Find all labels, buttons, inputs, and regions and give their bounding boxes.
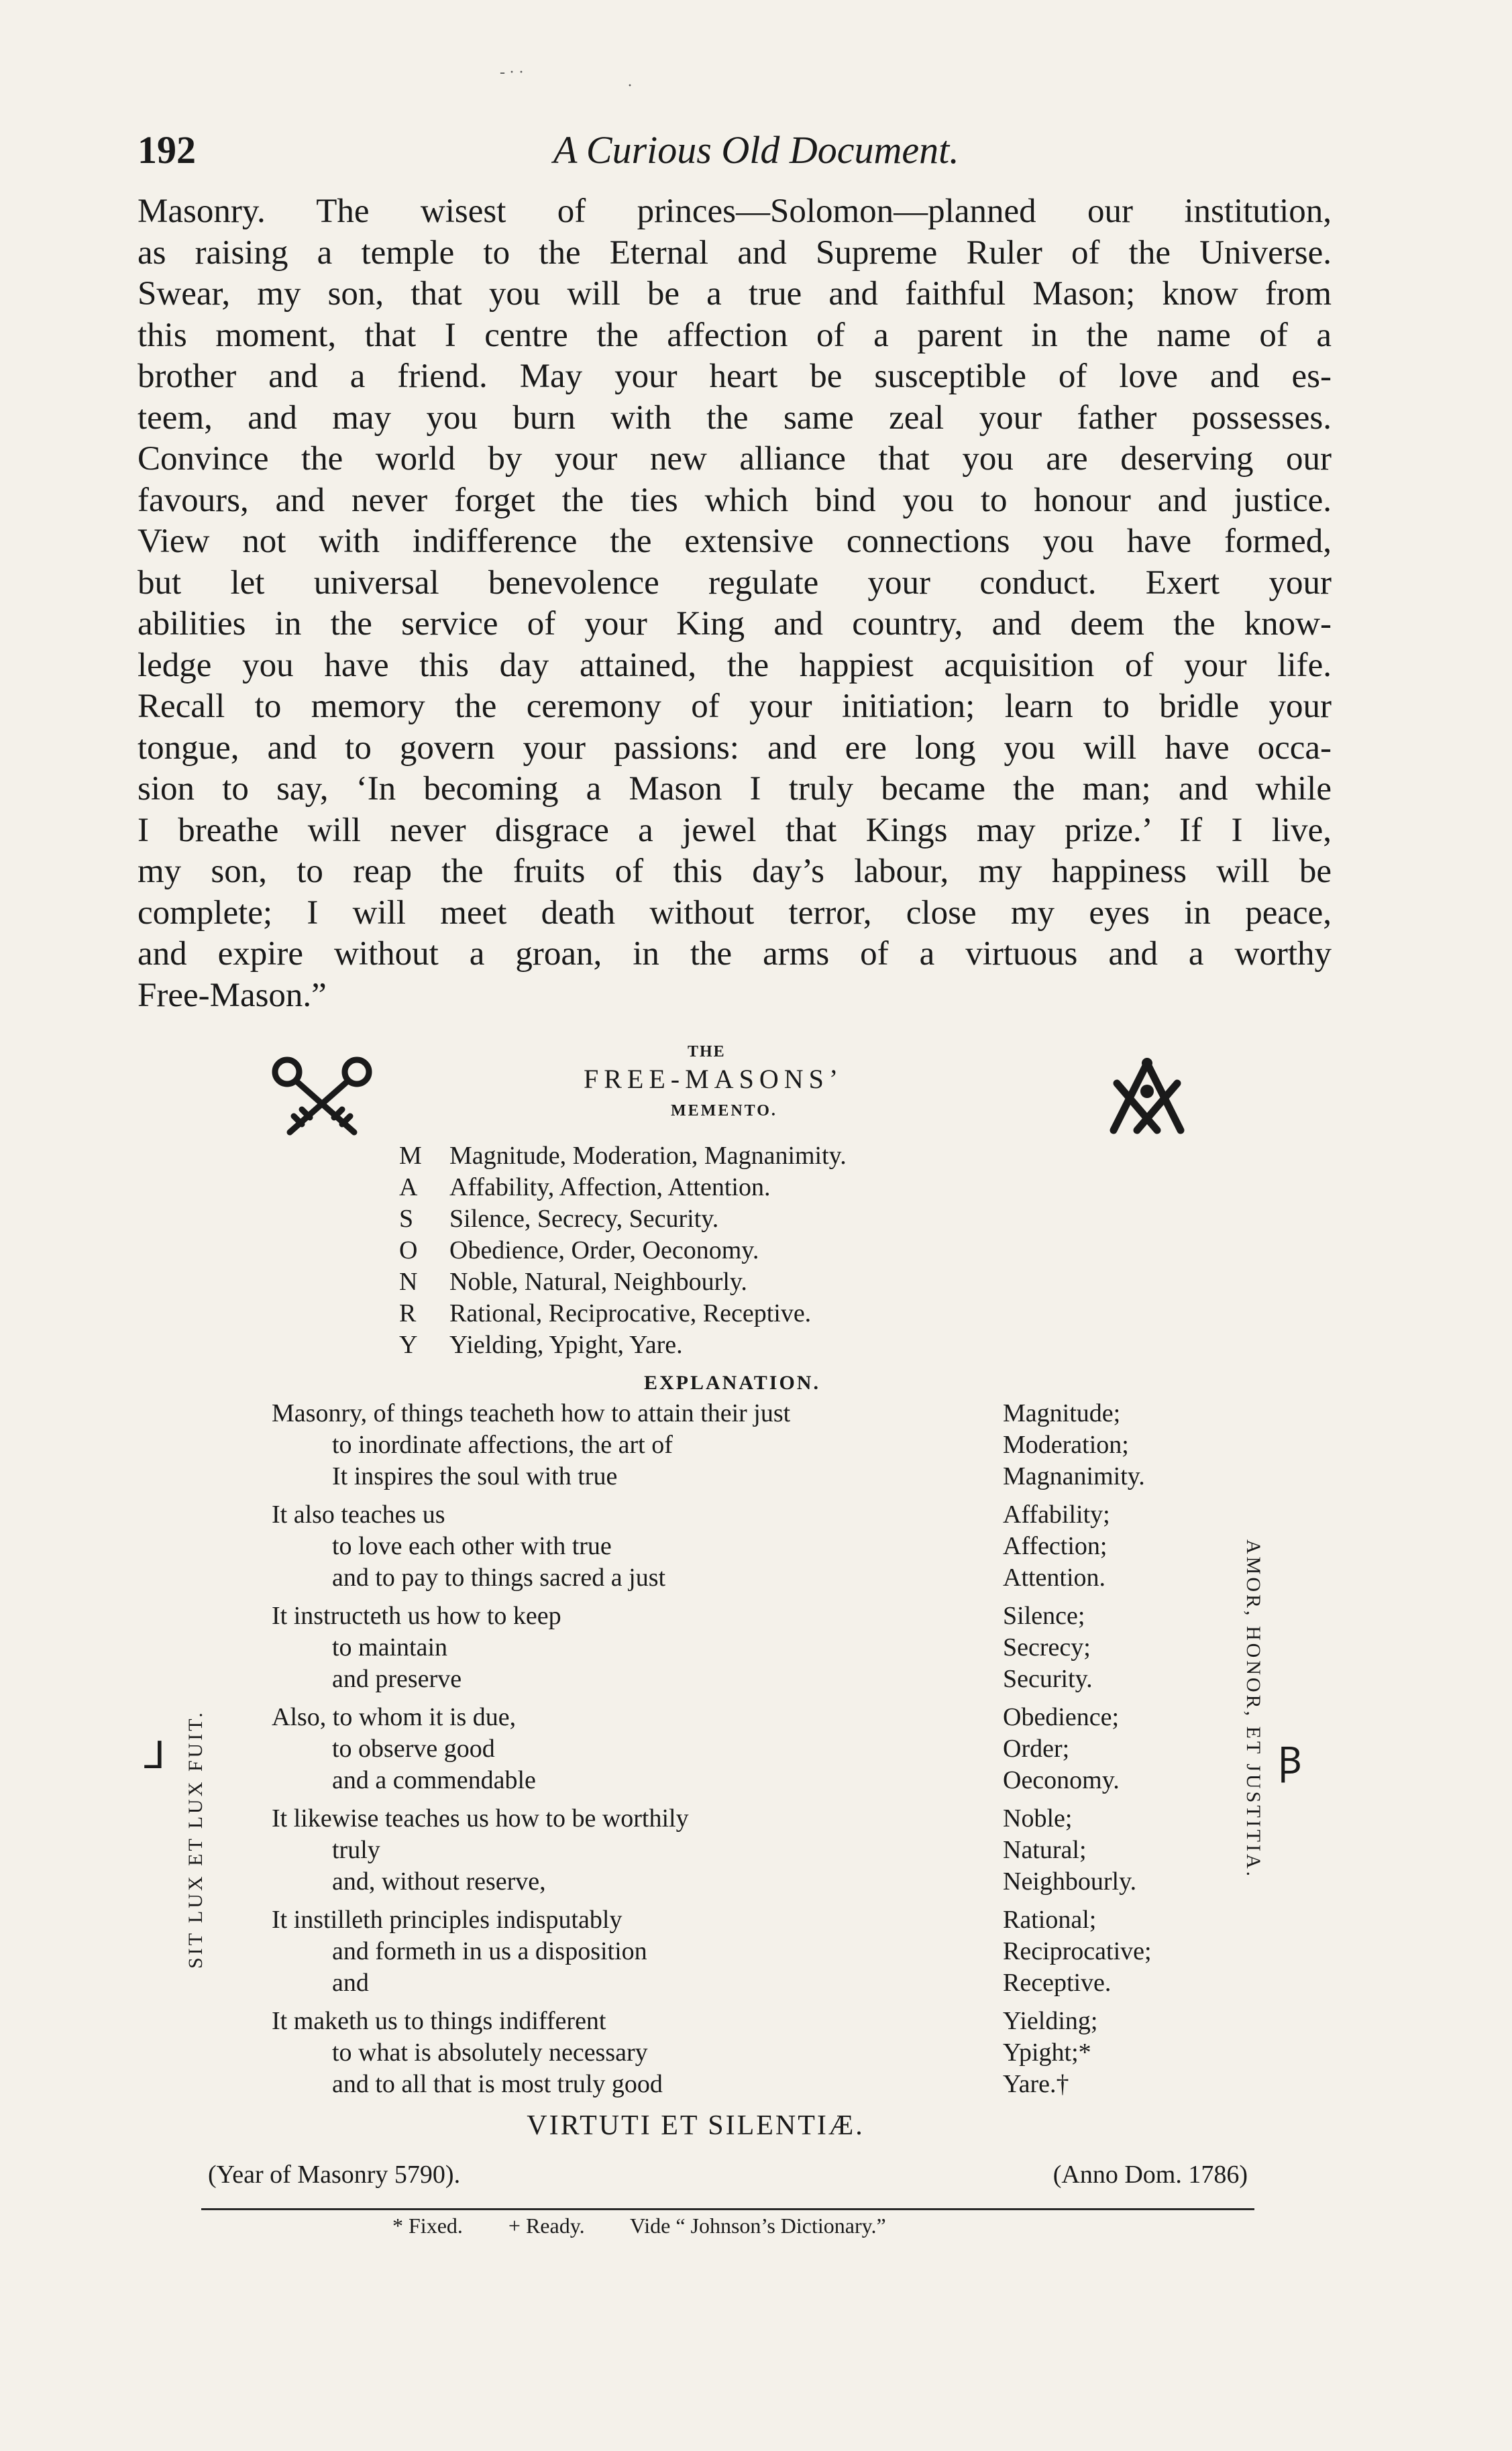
explanation-virtue: Affability; xyxy=(1003,1501,1110,1529)
explanation-phrase: and preserve xyxy=(332,1665,462,1693)
explanation-virtue: Affection; xyxy=(1003,1532,1108,1560)
explanation-virtue: Magnitude; xyxy=(1003,1399,1121,1427)
square-compasses-icon xyxy=(1103,1056,1191,1137)
body-line: View not with indifference the extensive connections you have formed, xyxy=(138,523,1332,560)
body-paragraph xyxy=(138,191,1332,1016)
side-motto-right-text: AMOR, HONOR, ET JUSTITIA. xyxy=(1242,1539,1264,1880)
acrostic-words: Rational, Reciprocative, Receptive. xyxy=(449,1299,812,1327)
acrostic-words: Magnitude, Moderation, Magnanimity. xyxy=(449,1142,847,1170)
explanation-virtue: Oeconomy. xyxy=(1003,1766,1120,1794)
body-line: Convince the world by your new alliance that you are deserving our xyxy=(138,440,1332,478)
body-line: as raising a temple to the Eternal and Supreme Ruler of the Universe. xyxy=(138,233,1332,272)
acrostic-letter: S xyxy=(399,1205,414,1233)
explanation-phrase: and to all that is most truly good xyxy=(332,2070,663,2098)
body-line: but let universal benevolence regulate your conduct. Exert your xyxy=(138,563,1332,602)
memento-subtitle: MEMENTO. xyxy=(671,1102,777,1120)
acrostic-letter: A xyxy=(399,1173,418,1201)
explanation-virtue: Reciprocative; xyxy=(1003,1937,1152,1965)
body-line: my son, to reap the fruits of this day’s labour, my happiness will be xyxy=(138,853,1332,890)
acrostic-row xyxy=(399,1140,847,1172)
explanation-phrase: to inordinate affections, the art of xyxy=(332,1431,673,1459)
explanation-virtue: Attention. xyxy=(1003,1564,1106,1592)
acrostic-words: Yielding, Ypight, Yare. xyxy=(449,1331,683,1359)
body-line: favours, and never forget the ties which bind you to honour and justice. xyxy=(138,481,1332,519)
explanation-virtue: Yielding; xyxy=(1003,2007,1098,2035)
acrostic-letter: O xyxy=(399,1236,418,1264)
crossed-keys-icon xyxy=(268,1053,376,1140)
side-motto-left-text: SIT LUX ET LUX FUIT. xyxy=(184,1710,207,1969)
explanation-phrase: and, without reserve, xyxy=(332,1867,546,1896)
explanation-virtue: Neighbourly. xyxy=(1003,1867,1137,1896)
explanation-virtue: Magnanimity. xyxy=(1003,1462,1145,1490)
explanation-phrase: It inspires the soul with true xyxy=(332,1462,618,1490)
explanation-phrase: and xyxy=(332,1969,369,1997)
acrostic-letter: N xyxy=(399,1268,418,1296)
body-line: this moment, that I centre the affection of a parent in the name of a xyxy=(138,316,1332,354)
acrostic-row xyxy=(399,1203,847,1235)
body-line: and expire without a groan, in the arms of a virtuous and a worthy xyxy=(138,935,1332,973)
body-line: I breathe will never disgrace a jewel that Kings may prize.’ If I live, xyxy=(138,811,1332,849)
explanation-virtue: Silence; xyxy=(1003,1602,1085,1630)
acrostic-row xyxy=(399,1266,847,1298)
pillar-b-icon: Ꞵ xyxy=(1278,1741,1302,1782)
explanation-phrase: It maketh us to things indifferent xyxy=(272,2007,606,2035)
acrostic-words: Noble, Natural, Neighbourly. xyxy=(449,1268,747,1296)
footnote-ready: + Ready. xyxy=(508,2214,585,2238)
explanation-phrase: It instilleth principles indisputably xyxy=(272,1906,623,1934)
footnote-rule xyxy=(201,2208,1254,2210)
explanation-phrase: It likewise teaches us how to be worthily xyxy=(272,1804,689,1833)
side-motto-right xyxy=(1238,1539,1264,1982)
explanation-phrase: and a commendable xyxy=(332,1766,536,1794)
footnote-vide: Vide “ Johnson’s Dictionary.” xyxy=(630,2214,886,2238)
explanation-phrase: and formeth in us a disposition xyxy=(332,1937,647,1965)
body-line: abilities in the service of your King and country, and deem the know- xyxy=(138,605,1332,643)
body-line: Recall to memory the ceremony of your initiation; learn to bridle your xyxy=(138,688,1332,725)
explanation-phrase: to love each other with true xyxy=(332,1532,612,1560)
body-line: sion to say, ‘In becoming a Mason I truly became the man; and while xyxy=(138,770,1332,808)
explanation-phrase: Also, to whom it is due, xyxy=(272,1703,517,1731)
acrostic-letter: R xyxy=(399,1299,417,1327)
year-of-masonry: (Year of Masonry 5790). xyxy=(208,2161,461,2189)
acrostic-words: Affability, Affection, Attention. xyxy=(449,1173,771,1201)
acrostic-letter: M xyxy=(399,1142,422,1170)
body-line: ledge you have this day attained, the happiest acquisition of your life. xyxy=(138,646,1332,684)
explanation-virtue: Yare.† xyxy=(1003,2070,1069,2098)
anno-domini: (Anno Dom. 1786) xyxy=(1052,2161,1248,2189)
footnote-fixed: * Fixed. xyxy=(392,2214,463,2238)
closing-motto xyxy=(0,2110,1512,2142)
acrostic-row xyxy=(399,1329,847,1361)
acrostic-row xyxy=(399,1298,847,1329)
body-line: Swear, my son, that you will be a true and faithful Mason; know from xyxy=(138,275,1332,313)
explanation-phrase: It also teaches us xyxy=(272,1501,445,1529)
explanation-phrase: to what is absolutely necessary xyxy=(332,2038,648,2067)
body-line: brother and a friend. May your heart be susceptible of love and es- xyxy=(138,358,1332,395)
explanation-phrase: to observe good xyxy=(332,1735,495,1763)
closing-motto-text: VIRTUTI ET SILENTIÆ. xyxy=(527,2110,865,2141)
memento-acrostic xyxy=(399,1140,847,1361)
explanation-virtue: Order; xyxy=(1003,1735,1070,1763)
explanation-virtue: Moderation; xyxy=(1003,1431,1129,1459)
explanation-virtue: Obedience; xyxy=(1003,1703,1120,1731)
acrostic-words: Obedience, Order, Oeconomy. xyxy=(449,1236,759,1264)
acrostic-row xyxy=(399,1172,847,1203)
explanation-phrase: truly xyxy=(332,1836,380,1864)
body-line: complete; I will meet death without terror, close my eyes in peace, xyxy=(138,893,1332,932)
page-header xyxy=(138,127,1332,181)
explanation-phrase: to maintain xyxy=(332,1633,448,1662)
explanation-virtue: Ypight;* xyxy=(1003,2038,1091,2067)
body-line: Free-Mason.” xyxy=(138,976,327,1014)
footnotes xyxy=(392,2214,926,2238)
explanation-virtue: Noble; xyxy=(1003,1804,1073,1833)
running-title: A Curious Old Document. xyxy=(553,128,959,172)
explanation-heading: EXPLANATION. xyxy=(644,1372,820,1394)
memento-the: THE xyxy=(688,1043,726,1060)
explanation-virtue: Rational; xyxy=(1003,1906,1097,1934)
explanation-virtue: Natural; xyxy=(1003,1836,1087,1864)
body-line: tongue, and to govern your passions: and ere long you will have occa- xyxy=(138,728,1332,767)
body-line: teem, and may you burn with the same zeal your father possesses. xyxy=(138,398,1332,437)
acrostic-letter: Y xyxy=(399,1331,418,1359)
explanation-phrase: It instructeth us how to keep xyxy=(272,1602,561,1630)
side-motto-left xyxy=(184,1593,211,1969)
page-number: 192 xyxy=(138,128,196,172)
acrostic-row xyxy=(399,1235,847,1266)
explanation-phrase: Masonry, of things teacheth how to attain their just xyxy=(272,1399,791,1427)
explanation-virtue: Receptive. xyxy=(1003,1969,1112,1997)
explanation-virtue: Secrecy; xyxy=(1003,1633,1091,1662)
pillar-j-icon: ⅃ xyxy=(144,1735,166,1777)
explanation-virtue: Security. xyxy=(1003,1665,1093,1693)
acrostic-words: Silence, Secrecy, Security. xyxy=(449,1205,719,1233)
body-line: Masonry. The wisest of princes—Solomon—planned our institution, xyxy=(138,193,1332,230)
explanation-phrase: and to pay to things sacred a just xyxy=(332,1564,666,1592)
memento-title: FREE-MASONS’ xyxy=(584,1064,844,1094)
page-speck: · xyxy=(627,77,633,95)
page-speck: - · · xyxy=(500,64,524,81)
